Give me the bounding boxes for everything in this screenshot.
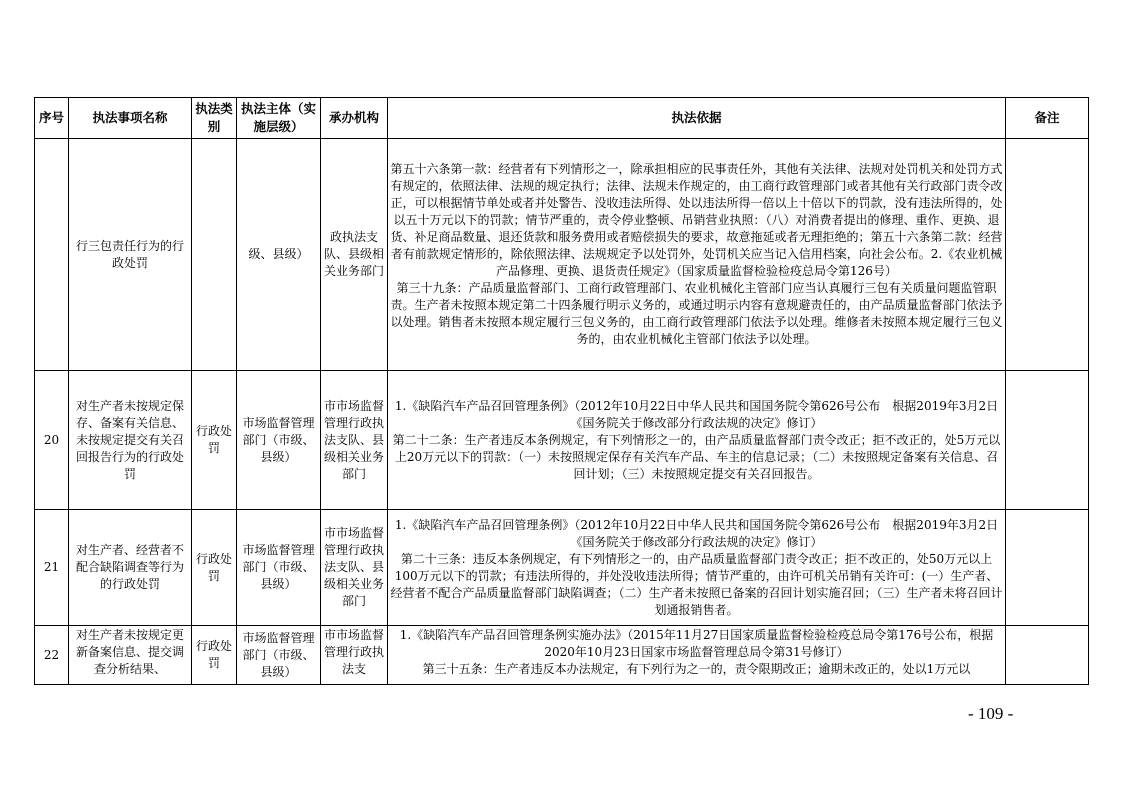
row-category: 行政处罚 xyxy=(192,510,237,626)
table-row xyxy=(35,371,1089,510)
basis-clip xyxy=(390,627,1003,683)
header-agency: 承办机构 xyxy=(321,98,388,139)
table-row xyxy=(35,139,1089,371)
row-seq xyxy=(35,139,69,371)
table-row xyxy=(35,510,1089,626)
row-basis xyxy=(388,626,1006,685)
row-subject: 级、县级） xyxy=(237,139,321,371)
header-category: 执法类别 xyxy=(192,98,237,139)
row-remark xyxy=(1006,371,1089,510)
page-number: - 109 - xyxy=(968,704,1014,723)
row-item-name: 对生产者未按规定保存、备案有关信息、未按规定提交有关召回报告行为的行政处罚 xyxy=(69,371,192,510)
row-item-name xyxy=(69,626,192,685)
row-remark xyxy=(1006,139,1089,371)
row-agency: 政执法支队、县级相关业务部门 xyxy=(321,139,388,371)
row-remark xyxy=(1006,626,1089,685)
row-basis xyxy=(388,139,1006,371)
row-seq: 22 xyxy=(35,626,69,685)
table-row xyxy=(35,626,1089,685)
header-item-name: 执法事项名称 xyxy=(69,98,192,139)
basis-paragraph: 1.《缺陷汽车产品召回管理条例》（2012年10月22日中华人民共和国国务院令第626号公布 根据2019年3月2日《国务院关于修改部分行政法规的决定》修订） xyxy=(394,398,999,430)
row-subject: 市场监督管理部门（市级、县级） xyxy=(237,371,321,510)
row-category: 行政处罚 xyxy=(192,626,237,685)
row-seq: 21 xyxy=(35,510,69,626)
basis-paragraph: 第三十五条：生产者违反本办法规定，有下列行为之一的，责令限期改正；逾期未改正的，处以1万元以 xyxy=(422,662,971,676)
row-item-name-text: 对生产者未按规定更新备案信息、提交调查分析结果、 xyxy=(75,627,184,676)
row-agency xyxy=(321,626,388,685)
row-category xyxy=(192,139,237,371)
basis-paragraph: 1.《缺陷汽车产品召回管理条例》（2012年10月22日中华人民共和国国务院令第626号公布 根据2019年3月2日《国务院关于修改部分行政法规的决定》修订） xyxy=(394,517,999,549)
row-subject: 市场监督管理部门（市级、县级） xyxy=(237,510,321,626)
row-remark xyxy=(1006,510,1089,626)
basis-paragraph: 第二十二条：生产者违反本条例规定，有下列情形之一的，由产品质量监督部门责令改正；拒不改正的，处5万元以上20万元以下的罚款：（一）未按照规定保存有关汽车产品、车主的信息记录；（二）未按照规定备案有关信息、召回计划；（三）未按照规定提交有关召回报告。 xyxy=(392,432,1001,481)
row-category: 行政处罚 xyxy=(192,371,237,510)
row-basis xyxy=(388,371,1006,510)
row-subject: 市场监督管理部门（市级、县级） xyxy=(237,626,321,685)
basis-paragraph: 第二十三条：违反本条例规定，有下列情形之一的，由产品质量监督部门责令改正；拒不改正的，处50万元以上100万元以下的罚款；有违法所得的，并处没收违法所得；情节严重的，由许可机关吊销有关许可：(一）生产者、经营者不配合产品质量监督部门缺陷调查；（二）生产者未按照已备案的召回计划实施召回；（三）生产者未将召回计划通报销售者。 xyxy=(390,551,1003,617)
row-basis xyxy=(388,510,1006,626)
basis-paragraph: 1.《缺陷汽车产品召回管理条例实施办法》（2015年11月27日国家质量监督检验检疫总局令第176号公布，根据2020年10月23日国家市场监督管理总局令第31号修订） xyxy=(399,628,994,659)
row-agency: 市市场监督管理行政执法支队、县级相关业务部门 xyxy=(321,371,388,510)
row-seq: 20 xyxy=(35,371,69,510)
basis-paragraph: 第三十九条：产品质量监督部门、工商行政管理部门、农业机械化主管部门应当认真履行三包有关质量问题监管职责。生产者未按照本规定第二十四条履行明示义务的，或通过明示内容有意规避责任的，由产品质量监督部门依法予以处理。销售者未按照本规定履行三包义务的，由工商行政管理部门依法予以处理。维修者未按照本规定履行三包义务的，由农业机械化主管部门依法予以处理。 xyxy=(390,281,1003,346)
row-item-name: 对生产者、经营者不配合缺陷调查等行为的行政处罚 xyxy=(69,510,192,626)
table-header-row xyxy=(35,98,1089,139)
basis-paragraph: 第五十六条第一款：经营者有下列情形之一，除承担相应的民事责任外，其他有关法律、法规对处罚机关和处罚方式有规定的，依照法律、法规的规定执行；法律、法规未作规定的，由工商行政管理部门或者其他有关行政部门责令改正，可以根据情节单处或者并处警告、没收违法所得、处以违法所得一倍以上十倍以下的罚款，没有违法所得的，处以五十万元以下的罚款；情节严重的，责令停业整顿、吊销营业执照：（八）对消费者提出的修理、重作、更换、退货、补足商品数量、退还货款和服务费用或者赔偿损失的要求，故意拖延或者无理拒绝的；第五十六条第二款：经营者有前款规定情形的，除依照法律、法规规定予以处罚外，处罚机关应当记入信用档案，向社会公布。2.《农业机械产品修理、更换、退货责任规定》（国家质量监督检验检疫总局令第126号） xyxy=(390,162,1003,278)
row-item-name: 行三包责任行为的行政处罚 xyxy=(69,139,192,371)
header-seq: 序号 xyxy=(35,98,69,139)
row-agency: 市市场监督管理行政执法支队、县级相关业务部门 xyxy=(321,510,388,626)
row-agency-text: 市市场监督管理行政执法支 xyxy=(323,627,384,676)
header-basis: 执法依据 xyxy=(388,98,1006,139)
header-remark: 备注 xyxy=(1006,98,1089,139)
law-enforcement-table xyxy=(34,97,1089,685)
header-subject: 执法主体（实施层级） xyxy=(237,98,321,139)
